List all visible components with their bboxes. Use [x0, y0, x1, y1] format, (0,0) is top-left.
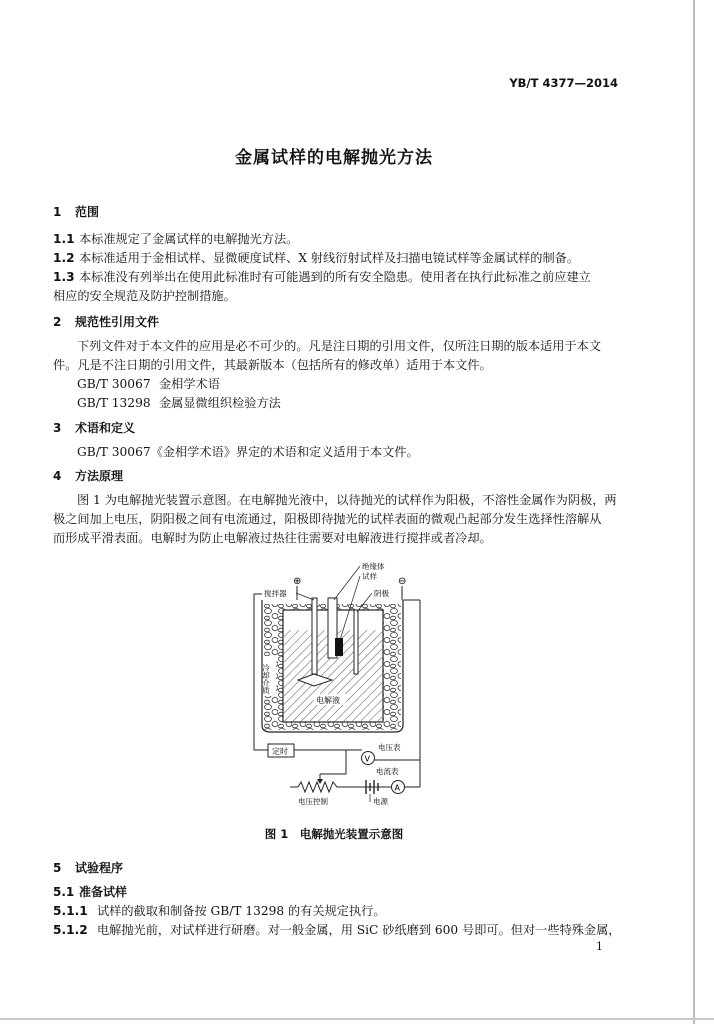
- paragraph-line: 极之间加上电压，阴阳极之间有电流通过，阳极即待抛光的试样表面的微观凸起部分发生选择性溶解从: [53, 512, 602, 526]
- clause-text: 本标准没有列举出在使用此标准时有可能遇到的所有安全隐患。使用者在执行此标准之前应建立: [79, 270, 591, 284]
- section-title: 方法原理: [75, 469, 124, 483]
- voltage-control-label: 电压控制: [298, 797, 328, 805]
- page-title: 金属试样的电解抛光方法: [235, 148, 433, 168]
- reference-code: GB/T 30067: [77, 377, 151, 391]
- insulator-callout: [334, 566, 360, 600]
- ammeter-label: 电流表: [376, 767, 399, 776]
- section-title: 术语和定义: [75, 421, 136, 435]
- voltmeter-symbol: V: [364, 754, 370, 764]
- apparatus-diagram: [250, 560, 440, 805]
- reference-item: [77, 375, 220, 392]
- insulator-label: 绝缘体: [362, 562, 385, 571]
- clause-number: 5.1.1: [53, 904, 88, 918]
- clause-number: 1.2: [53, 251, 75, 265]
- clause-1-3-cont: 相应的安全规范及防护控制措施。: [53, 289, 236, 303]
- electrolyte-label: 电解液: [316, 696, 340, 705]
- paragraph-line: 而形成平滑表面。电解时为防止电解液过热往往需要对电解液进行搅拌或者冷却。: [53, 531, 492, 545]
- section-2-heading: [53, 313, 159, 330]
- clause-number: 1.1: [53, 232, 75, 246]
- section-number: 3: [53, 421, 62, 435]
- clause-text: 电解抛光前，对试样进行研磨。对一般金属，用 SiC 砂纸磨到 600 号即可。但对一些特殊金属，: [97, 923, 621, 937]
- stirrer-callout: [296, 593, 314, 600]
- reference-title: 金相学术语: [159, 377, 220, 391]
- paragraph-line: 图 1 为电解抛光装置示意图。在电解抛光液中，以待抛光的试样作为阳极，不溶性金属作为阴极，两: [77, 493, 617, 507]
- clause-title: 准备试样: [79, 885, 128, 899]
- clause-1-3: [53, 268, 591, 285]
- section-number: 5: [53, 861, 62, 875]
- specimen: [335, 638, 343, 656]
- stirrer-shaft: [312, 598, 317, 674]
- section-number: 2: [53, 315, 62, 329]
- timer-label: 定时: [272, 747, 288, 756]
- ammeter-symbol: A: [394, 783, 400, 793]
- paragraph-line: 件。凡是不注日期的引用文件，其最新版本（包括所有的修改单）适用于本文件。: [53, 358, 492, 372]
- section-title: 范围: [75, 205, 100, 219]
- rheostat: [298, 782, 362, 792]
- page-edge: [693, 0, 695, 1024]
- clause-1-2: [53, 249, 579, 266]
- stirrer-label: 搅拌器: [264, 589, 287, 598]
- section-1-heading: [53, 203, 99, 220]
- page-number: 1: [596, 940, 603, 953]
- clause-text: 本标准规定了金属试样的电解抛光方法。: [79, 232, 299, 246]
- positive-terminal: ⊕: [293, 576, 302, 587]
- section-number: 1: [53, 205, 62, 219]
- clause-1-1: [53, 230, 298, 247]
- clause-number: 1.3: [53, 270, 75, 284]
- figure-electropolishing-apparatus: [250, 560, 440, 809]
- clause-5-1-2: [53, 921, 620, 938]
- coolant-label: 冷却介质: [261, 664, 271, 694]
- clause-text: 试样的截取和制备按 GB/T 13298 的有关规定执行。: [97, 904, 386, 918]
- reference-item: [77, 394, 281, 411]
- paragraph-line: GB/T 30067《金相学术语》界定的术语和定义适用于本文件。: [77, 445, 419, 459]
- reference-code: GB/T 13298: [77, 396, 151, 410]
- negative-terminal: ⊖: [398, 576, 407, 587]
- clause-text: 本标准适用于金相试样、显微硬度试样、X 射线衍射试样及扫描电镜试样等金属试样的制备。: [79, 251, 580, 265]
- paragraph-line: 下列文件对于本文件的应用是必不可少的。凡是注日期的引用文件，仅所注日期的版本适用于本文: [77, 339, 602, 353]
- section-title: 规范性引用文件: [75, 315, 160, 329]
- section-5-heading: [53, 859, 123, 876]
- cathode-label: 阴极: [374, 589, 389, 598]
- power-source-label: 电源: [373, 797, 388, 805]
- specimen-label: 试样: [362, 572, 377, 581]
- section-3-heading: [53, 419, 135, 436]
- clause-5-1-heading: [53, 883, 127, 900]
- voltmeter-label: 电压表: [378, 743, 401, 752]
- page-edge-bottom: [0, 1018, 714, 1020]
- clause-5-1-1: [53, 902, 386, 919]
- reference-title: 金属显微组织检验方法: [159, 396, 281, 410]
- standard-code: YB/T 4377—2014: [509, 76, 618, 90]
- section-title: 试验程序: [75, 861, 124, 875]
- cathode-plate: [354, 610, 358, 674]
- clause-number: 5.1: [53, 885, 75, 899]
- section-4-heading: [53, 467, 123, 484]
- clause-number: 5.1.2: [53, 923, 88, 937]
- figure-caption: 图 1 电解抛光装置示意图: [264, 827, 404, 841]
- section-number: 4: [53, 469, 62, 483]
